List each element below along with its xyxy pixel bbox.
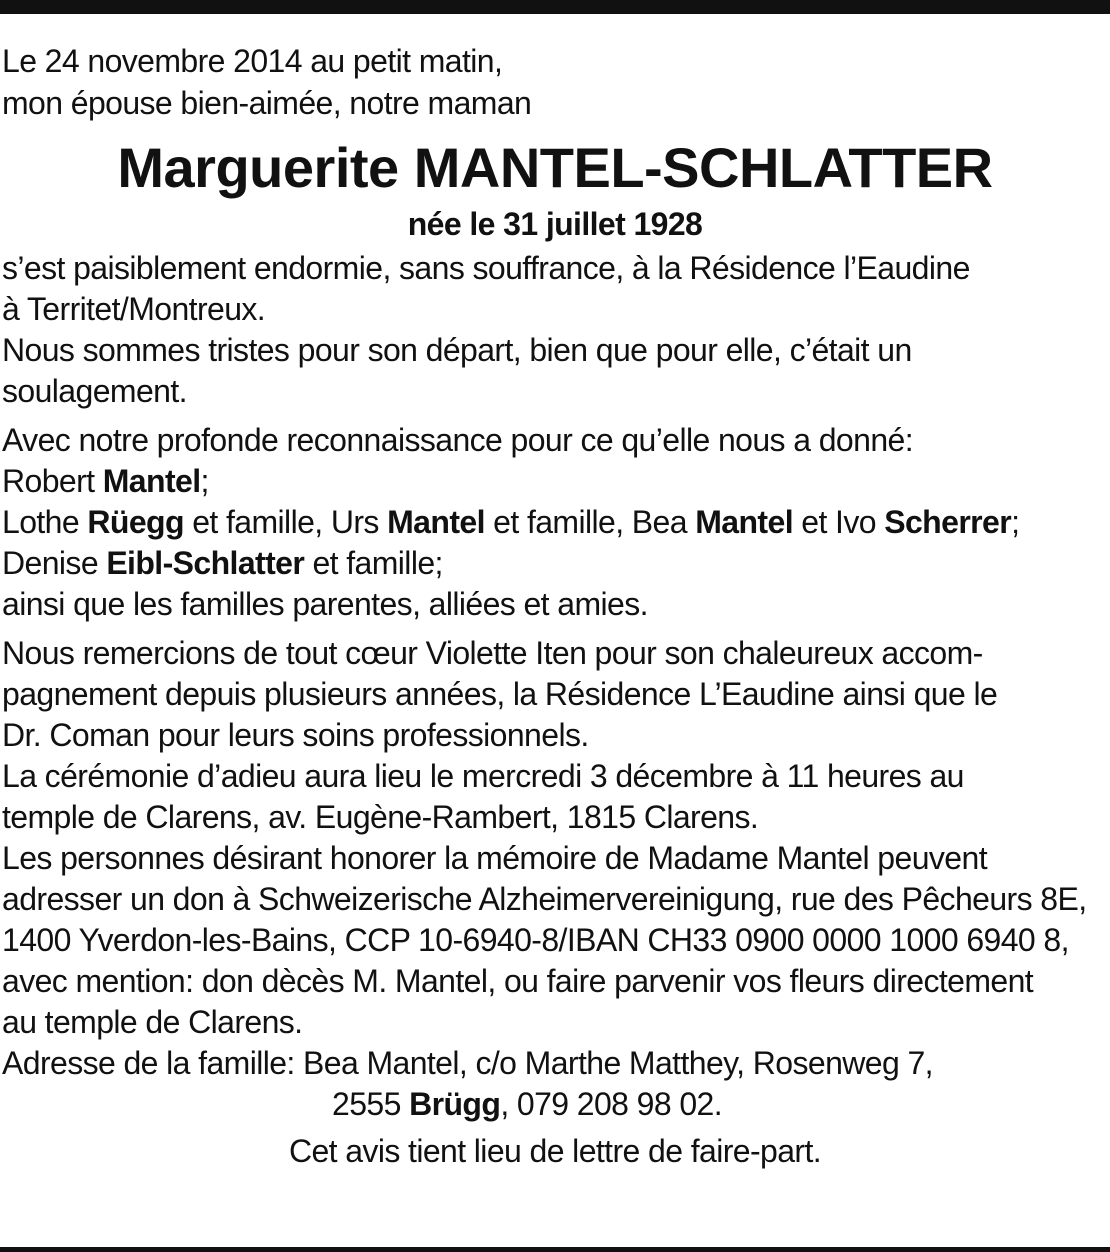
donation-line-3: 1400 Yverdon-les-Bains, CCP 10-6940-8/IBAN CH33 0900 0000 1000 6940 8, — [2, 922, 1069, 958]
city: Brügg — [409, 1086, 501, 1122]
family-line-denise — [2, 543, 1108, 584]
text: et famille, Bea — [484, 504, 696, 540]
separator: ; — [1011, 504, 1020, 540]
thanks-line-1: Nous remercions de tout cœur Violette Iten pour son chaleureux accom- — [2, 635, 983, 671]
deceased-name: Marguerite MANTEL-SCHLATTER — [117, 136, 993, 199]
intro-block — [2, 40, 1108, 124]
passing-line-2: à Territet/Montreux. — [2, 291, 266, 327]
surname: Scherrer — [884, 504, 1012, 540]
family-line-siblings — [2, 502, 1108, 543]
donation-line-1: Les personnes désirant honorer la mémoire de Madame Mantel peuvent — [2, 840, 987, 876]
surname: Mantel — [387, 504, 485, 540]
passing-line-3: Nous sommes tristes pour son départ, bien que pour elle, c’était un — [2, 332, 912, 368]
top-rule — [0, 0, 1110, 14]
ceremony-line-1: La cérémonie d’adieu aura lieu le mercredi 3 décembre à 11 heures au — [2, 758, 964, 794]
ceremony-paragraph — [2, 756, 1108, 838]
family-line-robert — [2, 461, 1108, 502]
surname: Mantel — [102, 463, 201, 499]
surname: Eibl-Schlatter — [106, 545, 305, 581]
text: et famille; — [304, 545, 443, 581]
closing-note: Cet avis tient lieu de lettre de faire-part. — [288, 1133, 822, 1169]
surname: Mantel — [695, 504, 793, 540]
thanks-line-2: pagnement depuis plusieurs années, la Résidence L’Eaudine ainsi que le — [2, 676, 998, 712]
passing-line-4: soulagement. — [2, 373, 187, 409]
family-paragraph — [2, 420, 1108, 625]
text: et Ivo — [792, 504, 885, 540]
first-name: Robert — [2, 463, 103, 499]
first-name: Denise — [2, 545, 107, 581]
intro-line-2: mon épouse bien-aimée, notre maman — [2, 85, 532, 121]
postcode: 2555 — [332, 1086, 410, 1122]
donation-line-5: au temple de Clarens. — [2, 1004, 303, 1040]
thanks-line-3: Dr. Coman pour leurs soins professionnels. — [2, 717, 589, 753]
donation-paragraph — [2, 838, 1108, 1043]
family-others: ainsi que les familles parentes, alliées et amies. — [2, 586, 648, 622]
intro-line-1: Le 24 novembre 2014 au petit matin, — [2, 43, 503, 79]
first-name: Lothe — [2, 504, 88, 540]
text: et famille, Urs — [183, 504, 388, 540]
thanks-paragraph — [2, 633, 1108, 756]
birth-date: née le 31 juillet 1928 — [407, 206, 703, 242]
phone: , 079 208 98 02. — [500, 1086, 723, 1122]
donation-line-2: adresser un don à Schweizerische Alzheimervereinigung, rue des Pêcheurs 8E, — [2, 881, 1087, 917]
bottom-rule — [0, 1247, 1110, 1252]
spacer — [2, 412, 1108, 420]
spacer — [2, 625, 1108, 633]
obituary-notice — [2, 40, 1108, 1172]
donation-line-4: avec mention: don dècès M. Mantel, ou faire parvenir vos fleurs directement — [2, 963, 1034, 999]
address-line-1: Adresse de la famille: Bea Mantel, c/o Marthe Matthey, Rosenweg 7, — [2, 1045, 933, 1081]
address-line-2 — [2, 1084, 1108, 1125]
family-intro: Avec notre profonde reconnaissance pour ce qu’elle nous a donné: — [2, 422, 914, 458]
separator: ; — [200, 463, 209, 499]
passing-line-1: s’est paisiblement endormie, sans souffrance, à la Résidence l’Eaudine — [2, 250, 970, 286]
passing-paragraph — [2, 248, 1108, 412]
ceremony-line-2: temple de Clarens, av. Eugène-Rambert, 1815 Clarens. — [2, 799, 759, 835]
family-address — [2, 1043, 1108, 1125]
surname: Rüegg — [87, 504, 184, 540]
